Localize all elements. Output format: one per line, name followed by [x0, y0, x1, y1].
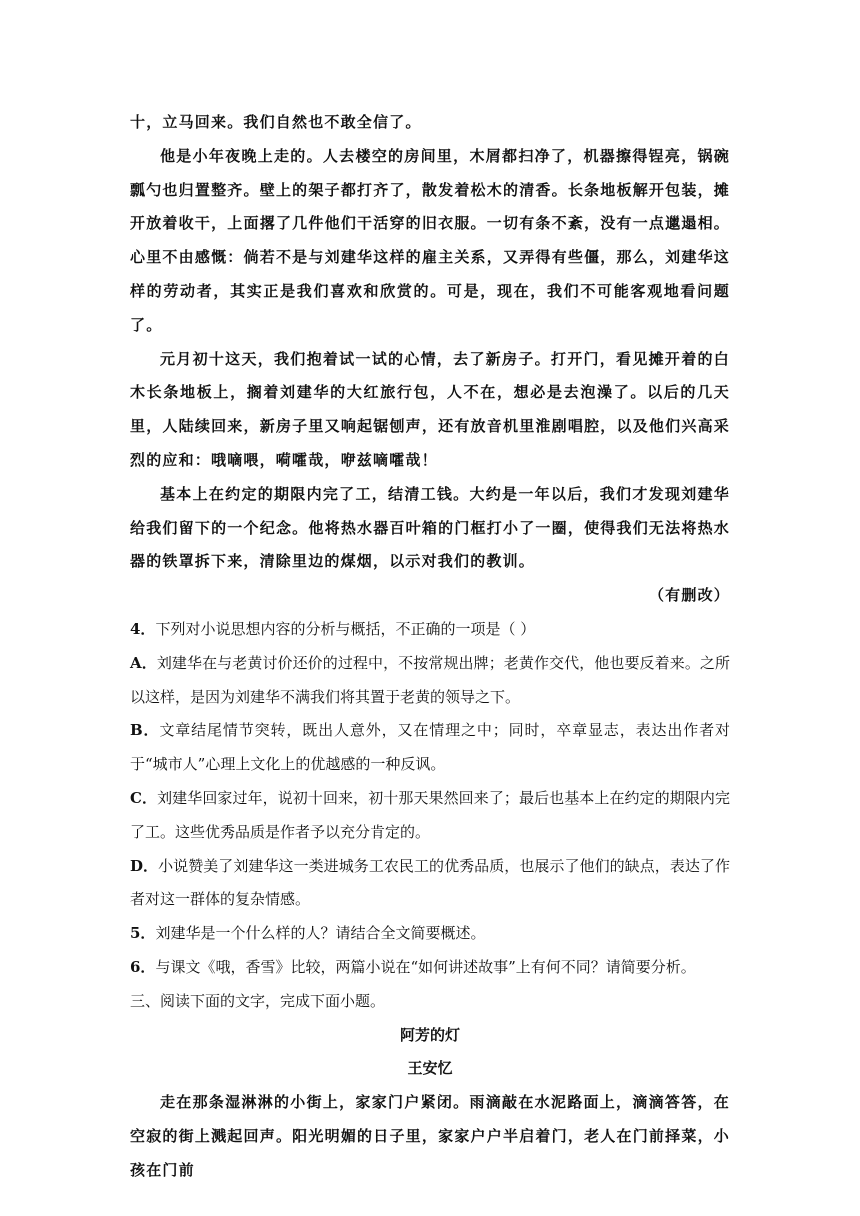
option-d — [130, 850, 730, 918]
option-b — [130, 714, 730, 782]
question-text: 刘建华是一个什么样的人？请结合全文简要概述。 — [155, 924, 486, 943]
question-number: 4． — [130, 619, 156, 638]
question-text: 下列对小说思想内容的分析与概括，不正确的一项是（ ） — [155, 619, 536, 638]
question-4 — [130, 613, 730, 647]
source-note: （有删改） — [648, 586, 730, 605]
story-paragraph: 十，立马回来。我们自然也不敢全信了。 — [130, 113, 422, 131]
question-text: 与课文《哦，香雪》比较，两篇小说在“如何讲述故事”上有何不同？请简要分析。 — [155, 957, 696, 976]
story-author: 王安忆 — [407, 1059, 453, 1078]
story-paragraph: 元月初十这天，我们抱着试一试的心情，去了新房子。打开门，看见摊开着的白木长条地板上，搁着刘建华的大红旅行包，人不在，想必是去泡澡了。以后的几天里，人陆续回来，新房子里又响起锯刨声，还有放音机里淮剧唱腔，以及他们兴高采烈的应和：哦嘀喂，嗬嚯哉，咿兹嘀嚯哉！ — [130, 349, 730, 469]
option-text: 刘建华在与老黄讨价还价的过程中，不按常规出牌；老黄作交代，他也要反着来。之所以这样，是因为刘建华不满我们将其置于老黄的领导之下。 — [130, 653, 730, 706]
story-paragraph: 基本上在约定的期限内完了工，结清工钱。大约是一年以后，我们才发现刘建华给我们留下的一个纪念。他将热水器百叶箱的门框打小了一圈，使得我们无法将热水器的铁罩拆下来，清除里边的煤烟，以示对我们的教训。 — [130, 484, 730, 571]
option-a — [130, 647, 730, 715]
option-label: B． — [130, 721, 160, 740]
question-number: 5． — [130, 924, 156, 943]
story-continuation — [130, 106, 730, 613]
option-text: 刘建华回家过年，说初十回来，初十那天果然回来了；最后也基本上在约定的期限内完了工。这些优秀品质是作者予以充分肯定的。 — [130, 788, 730, 841]
option-text: 小说赞美了刘建华这一类进城务工农民工的优秀品质，也展示了他们的缺点，表达了作者对这一群体的复杂情感。 — [130, 856, 730, 909]
section-heading: 三、阅读下面的文字，完成下面小题。 — [130, 991, 386, 1010]
question-6 — [130, 951, 730, 985]
option-c — [130, 782, 730, 850]
questions-block — [130, 613, 730, 1086]
option-label: C． — [130, 788, 158, 807]
option-label: D． — [130, 856, 159, 875]
story-paragraph: 他是小年夜晚上走的。人去楼空的房间里，木屑都扫净了，机器擦得锃亮，锅碗瓢勺也归置整齐。壁上的架子都打齐了，散发着松木的清香。长条地板解开包装，摊开放着收干，上面撂了几件他们干活穿的旧衣服。一切有条不紊，没有一点邋遢相。心里不由感慨：倘若不是与刘建华这样的雇主关系，又弄得有些僵，那么，刘建华这样的劳动者，其实正是我们喜欢和欣赏的。可是，现在，我们不可能客观地看问题了。 — [130, 146, 730, 334]
option-text: 文章结尾情节突转，既出人意外，又在情理之中；同时，卒章显志，表达出作者对于“城市人”心理上文化上的优越感的一种反讽。 — [130, 721, 730, 774]
story-begin — [130, 1086, 730, 1187]
option-label: A． — [130, 653, 157, 672]
story-title: 阿芳的灯 — [399, 1025, 460, 1044]
story-paragraph: 走在那条湿淋淋的小街上，家家门户紧闭。雨滴敲在水泥路面上，滴滴答答，在空寂的街上溅起回声。阳光明媚的日子里，家家户户半启着门，老人在门前择菜，小孩在门前 — [130, 1093, 730, 1179]
question-number: 6． — [130, 957, 156, 976]
question-5 — [130, 917, 730, 951]
